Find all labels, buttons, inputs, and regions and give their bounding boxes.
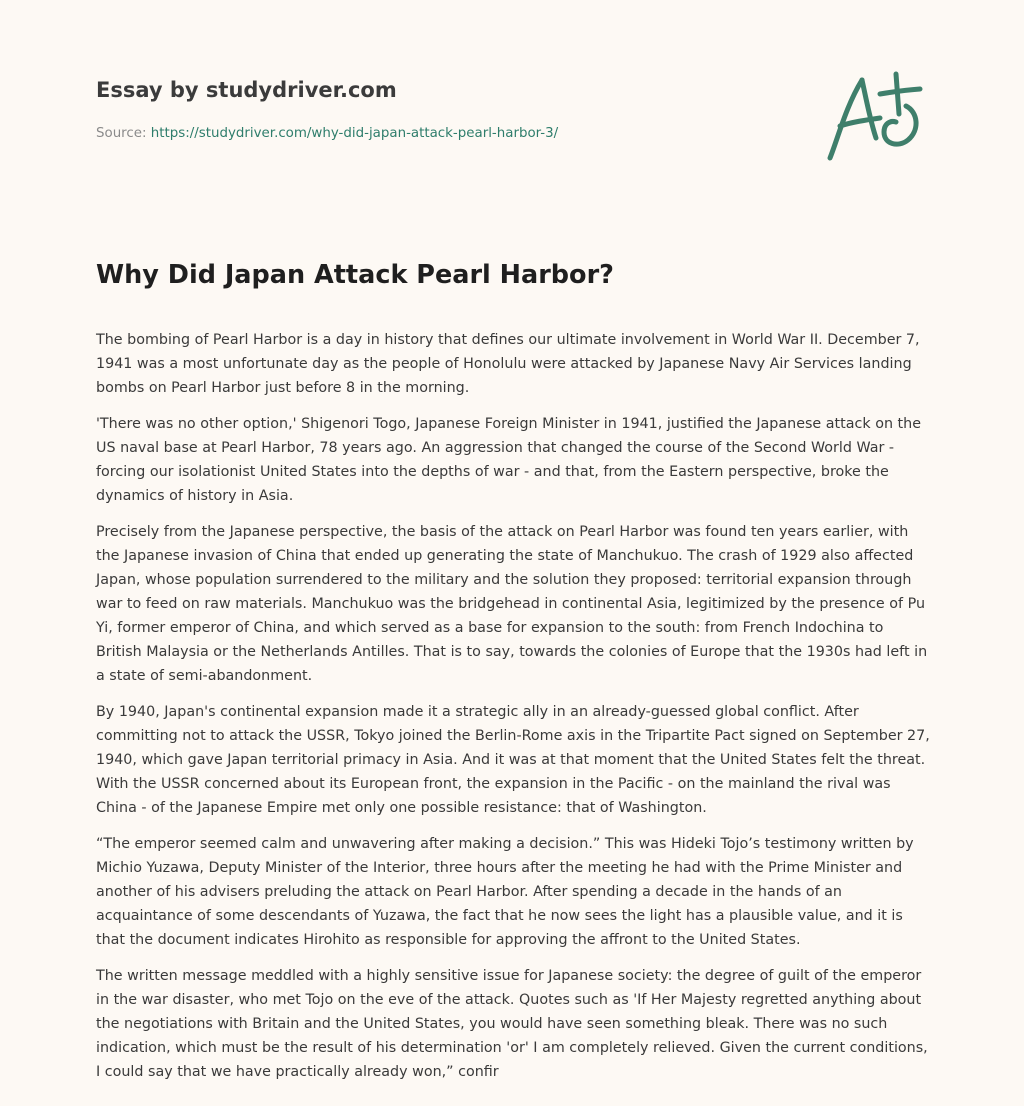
source-line	[96, 124, 776, 144]
source-link[interactable]: https://studydriver.com/why-did-japan-attack-pearl-harbor-3/	[150, 126, 559, 141]
article-paragraph: “The emperor seemed calm and unwavering after making a decision.” This was Hideki Tojo’s testimony written by Michio Yuzawa, Deputy Minister of the Interior, three hours after the meeting he had with the Prime Minister and another of his advisers preluding the attack on Pearl Harbor. After spending a decade in the hands of an acquaintance of some descendants of Yuzawa, the fact that he now sees the light has a plausible value, and it is that the document indicates Hirohito as responsible for approving the affront to the United States.	[96, 836, 914, 948]
article	[96, 252, 932, 1096]
essay-header	[96, 76, 776, 144]
source-label: Source:	[96, 126, 151, 141]
a-plus-logo-icon	[822, 68, 928, 164]
article-paragraph: By 1940, Japan's continental expansion made it a strategic ally in an already-guessed global conflict. After committing not to attack the USSR, Tokyo joined the Berlin-Rome axis in the Tripartite Pact signed on September 27, 1940, which gave Japan territorial primacy in Asia. And it was at that moment that the United States felt the threat. With the USSR concerned about its European front, the expansion in the Pacific - on the mainland the rival was China - of the Japanese Empire met only one possible resistance: that of Washington.	[96, 704, 930, 816]
article-paragraph: The bombing of Pearl Harbor is a day in history that defines our ultimate involvement in World War II. December 7, 1941 was a most unfortunate day as the people of Honolulu were attacked by Japanese Navy Air Services landing bombs on Pearl Harbor just before 8 in the morning.	[96, 332, 920, 396]
article-title: Why Did Japan Attack Pearl Harbor?	[96, 260, 614, 290]
brand-title: Essay by studydriver.com	[96, 78, 397, 102]
article-paragraph: Precisely from the Japanese perspective, the basis of the attack on Pearl Harbor was found ten years earlier, with the Japanese invasion of China that ended up generating the state of Manchukuo. The crash of 1929 also affected Japan, whose population surrendered to the military and the solution they proposed: territorial expansion through war to feed on raw materials. Manchukuo was the bridgehead in continental Asia, legitimized by the presence of Pu Yi, former emperor of China, and which served as a base for expansion to the south: from French Indochina to British Malaysia or the Netherlands Antilles. That is to say, towards the colonies of Europe that the 1930s had left in a state of semi-abandonment.	[96, 524, 928, 684]
article-paragraph: The written message meddled with a highly sensitive issue for Japanese society: the degree of guilt of the emperor in the war disaster, who met Tojo on the eve of the attack. Quotes such as 'If Her Majesty regretted anything about the negotiations with Britain and the United States, you would have seen something bleak. There was no such indication, which must be the result of his determination 'or' I am completely relieved. Given the current conditions, I could say that we have practically already won,” confir	[96, 968, 928, 1080]
article-paragraph: 'There was no other option,' Shigenori Togo, Japanese Foreign Minister in 1941, justified the Japanese attack on the US naval base at Pearl Harbor, 78 years ago. An aggression that changed the course of the Second World War - forcing our isolationist United States into the depths of war - and that, from the Eastern perspective, broke the dynamics of history in Asia.	[96, 416, 922, 504]
